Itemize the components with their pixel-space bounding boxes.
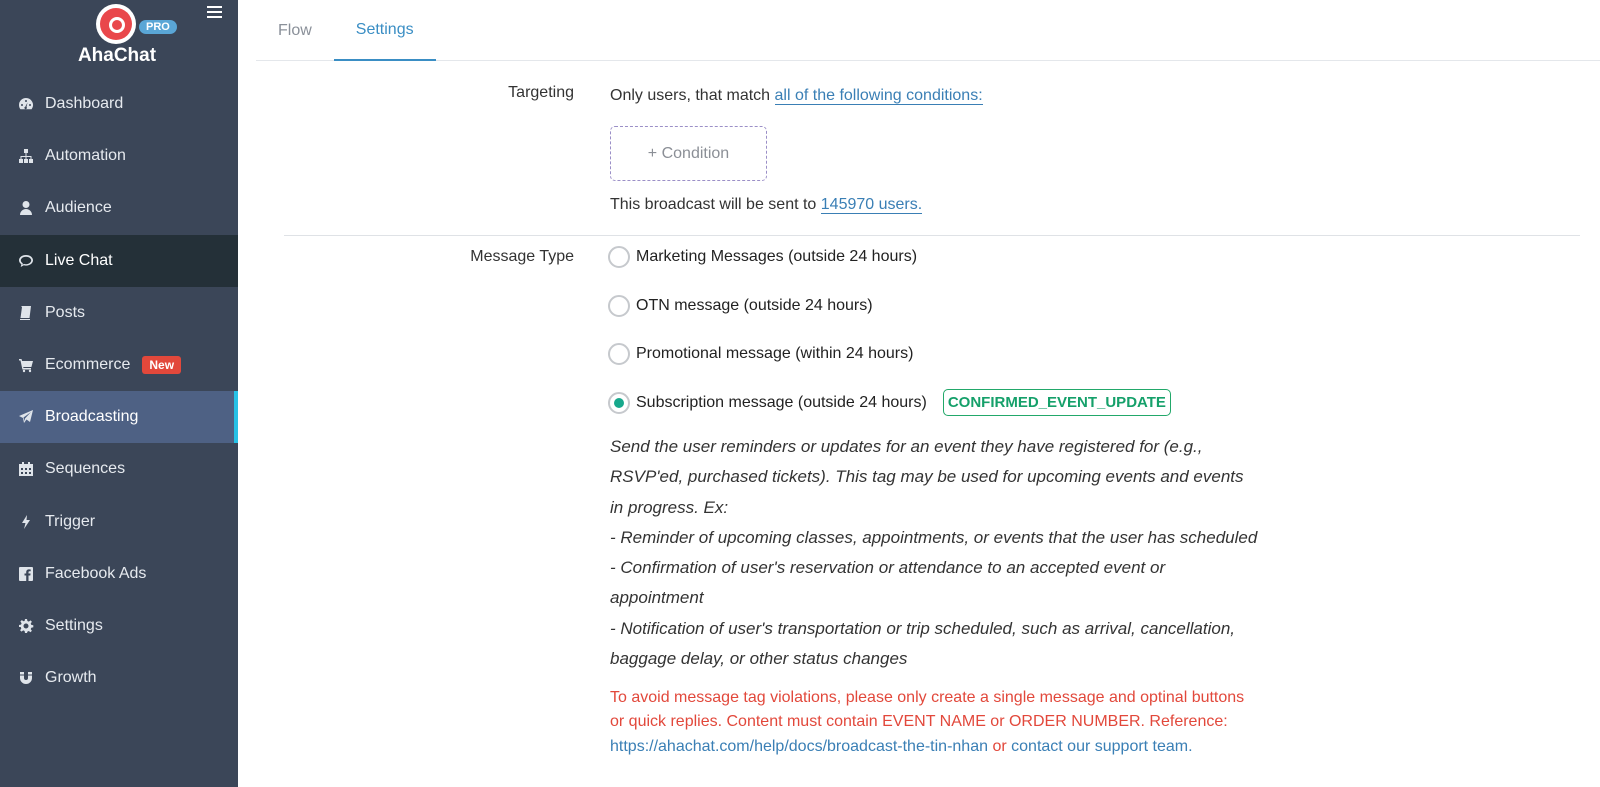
conditions-match-dropdown[interactable]: all of the following conditions: xyxy=(774,87,983,104)
message-type-label: Message Type xyxy=(470,248,574,265)
gear-icon xyxy=(17,617,35,635)
broadcast-recipient-info xyxy=(610,196,922,214)
sidebar-item-settings[interactable] xyxy=(0,600,238,652)
pro-badge: PRO xyxy=(139,20,177,34)
sidebar-item-label: Audience xyxy=(45,199,112,217)
tab-bar xyxy=(256,0,1600,61)
sidebar-item-sequences[interactable] xyxy=(0,443,238,495)
main-content xyxy=(238,0,1600,787)
radio-label: Promotional message (within 24 hours) xyxy=(636,345,914,362)
sidebar-item-trigger[interactable] xyxy=(0,496,238,548)
radio-label: Marketing Messages (outside 24 hours) xyxy=(636,248,918,265)
add-condition-button[interactable]: + Condition xyxy=(610,126,767,181)
radio-button[interactable] xyxy=(608,343,630,365)
sidebar-item-label: Broadcasting xyxy=(45,408,139,426)
targeting-sentence xyxy=(610,87,983,105)
sidebar-item-label: Live Chat xyxy=(45,251,113,269)
user-icon xyxy=(17,199,35,217)
radio-subscription-message[interactable] xyxy=(608,389,1171,416)
sidebar-item-label: Dashboard xyxy=(45,95,124,113)
contact-support-link[interactable]: contact our support team. xyxy=(1011,737,1193,755)
calendar-icon xyxy=(17,460,35,478)
sidebar-item-label: Growth xyxy=(45,669,97,687)
sidebar-nav xyxy=(0,78,238,704)
sidebar-item-label: Facebook Ads xyxy=(45,564,147,582)
section-divider xyxy=(284,235,1580,236)
sidebar-item-growth[interactable] xyxy=(0,652,238,704)
paper-plane-icon xyxy=(17,408,35,426)
radio-button[interactable] xyxy=(608,246,630,268)
radio-label: Subscription message (outside 24 hours) xyxy=(636,393,927,411)
brand-name: AhaChat xyxy=(77,45,157,66)
magnet-icon xyxy=(17,669,35,687)
tag-description xyxy=(610,432,1260,674)
description-example-1: - Reminder of upcoming classes, appointments, or events that the user has scheduled xyxy=(610,527,1258,547)
description-example-3: - Notification of user's transportation or trip scheduled, such as arrival, cancellation, baggage delay, or other status changes xyxy=(610,618,1235,669)
sidebar-item-posts[interactable] xyxy=(0,287,238,339)
brand xyxy=(0,0,238,80)
sidebar-item-label: Sequences xyxy=(45,460,126,478)
radio-label: OTN message (outside 24 hours) xyxy=(636,297,873,314)
sidebar-item-label: Ecommerce xyxy=(45,356,131,374)
sidebar-item-label: Automation xyxy=(45,147,126,165)
sidebar-item-label: Settings xyxy=(45,616,103,634)
tab-flow[interactable]: Flow xyxy=(278,21,312,39)
radio-marketing-messages[interactable] xyxy=(608,246,917,268)
dashboard-icon xyxy=(17,95,35,113)
description-example-2: - Confirmation of user's reservation or attendance to an accepted event or appointment xyxy=(610,558,1166,608)
recipient-count-link[interactable]: 145970 users. xyxy=(820,196,923,213)
sidebar-item-ecommerce[interactable] xyxy=(0,339,238,391)
warning-or: or xyxy=(992,737,1007,755)
sidebar-item-broadcasting[interactable] xyxy=(0,391,238,443)
lightning-bolt-icon xyxy=(17,513,35,531)
sidebar-item-label: Trigger xyxy=(45,512,96,530)
sidebar-item-dashboard[interactable] xyxy=(0,78,238,130)
sidebar-item-live-chat[interactable] xyxy=(0,235,238,287)
message-tag-badge: CONFIRMED_EVENT_UPDATE xyxy=(943,389,1171,416)
new-badge: New xyxy=(142,356,181,374)
radio-otn-message[interactable] xyxy=(608,295,873,317)
tab-settings[interactable]: Settings xyxy=(334,0,436,61)
sitemap-icon xyxy=(17,147,35,165)
book-icon xyxy=(17,304,35,322)
radio-button-checked[interactable] xyxy=(608,392,630,414)
description-intro: Send the user reminders or updates for an event they have registered for (e.g., RSVP'ed, purchased tickets). This tag may be used for upcoming events and events in progress. Ex: xyxy=(610,437,1244,517)
sidebar-item-audience[interactable] xyxy=(0,182,238,234)
shopping-cart-icon xyxy=(17,356,35,374)
targeting-prefix: Only users, that match xyxy=(610,87,771,104)
targeting-label: Targeting xyxy=(508,84,574,101)
sidebar xyxy=(0,0,238,787)
sidebar-item-label: Posts xyxy=(45,303,86,321)
facebook-icon xyxy=(17,565,35,583)
help-docs-link[interactable]: https://ahachat.com/help/docs/broadcast-the-tin-nhan xyxy=(610,737,988,755)
chat-bubble-icon xyxy=(17,252,35,270)
sidebar-item-automation[interactable] xyxy=(0,130,238,182)
hamburger-menu-icon[interactable] xyxy=(207,6,222,20)
sidebar-item-facebook-ads[interactable] xyxy=(0,548,238,600)
radio-promotional-message[interactable] xyxy=(608,343,913,365)
warning-text: To avoid message tag violations, please only create a single message and optinal buttons or quick replies. Content must contain EVENT NAME or ORDER NUMBER. Reference: xyxy=(610,689,1245,731)
ahachat-logo-icon[interactable] xyxy=(96,4,136,44)
radio-button[interactable] xyxy=(608,295,630,317)
policy-warning xyxy=(610,686,1260,759)
sent-to-prefix: This broadcast will be sent to xyxy=(610,196,817,213)
